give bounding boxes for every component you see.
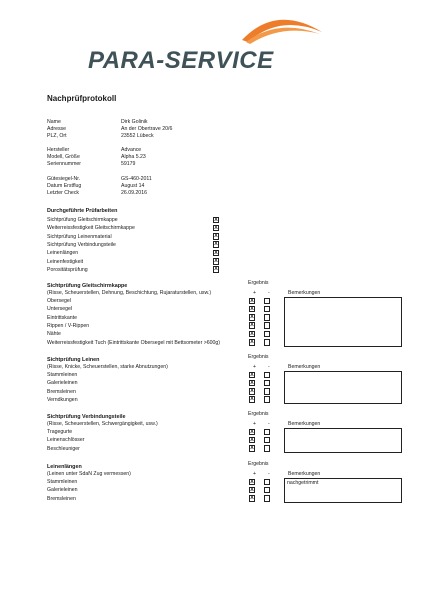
- check-item-label: Tragegurte: [47, 429, 73, 435]
- performed-checkbox[interactable]: X: [214, 266, 218, 273]
- minus-checkbox[interactable]: [264, 331, 270, 338]
- remarks-header: Bemerkungen: [288, 421, 321, 427]
- check-item-label: Stammleinen: [47, 479, 78, 485]
- performed-checkbox[interactable]: X: [214, 249, 218, 256]
- minus-checkbox[interactable]: [264, 487, 270, 494]
- plus-header: +: [253, 421, 257, 427]
- info-label: Name: [47, 119, 61, 125]
- info-label: Datum Erstflug: [47, 183, 82, 189]
- performed-item-label: Leinenlängen: [47, 250, 79, 257]
- plus-checkbox[interactable]: X: [250, 330, 254, 337]
- plus-checkbox[interactable]: X: [250, 297, 254, 304]
- minus-header: -: [268, 421, 270, 427]
- info-label: Adresse: [47, 126, 67, 132]
- check-item-label: Untersegel: [47, 306, 73, 313]
- check-item-label: Weiterreissfestigkeit Tuch (Eintrittskante Obersegel mit Bettsometer >600g): [47, 339, 221, 346]
- check-item-label: Bremsleinen: [47, 388, 76, 395]
- info-value: Advance: [121, 147, 142, 153]
- performed-item-label: Porositätsprüfung: [47, 266, 88, 273]
- info-label: Letzter Check: [47, 190, 80, 196]
- info-value: 59179: [121, 161, 136, 167]
- plus-checkbox[interactable]: X: [250, 428, 254, 435]
- performed-item-label: Sichtprüfung Leinenmaterial: [47, 233, 112, 240]
- check-item-label: Bremsleinen: [47, 495, 76, 502]
- check-item-label: Nähte: [47, 331, 61, 338]
- info-value: GS-460-2011: [121, 176, 152, 182]
- remarks-box[interactable]: [284, 428, 402, 453]
- plus-checkbox[interactable]: X: [250, 339, 254, 345]
- remarks-header: Bemerkungen: [288, 290, 321, 296]
- performed-checkbox[interactable]: X: [214, 216, 218, 223]
- minus-header: -: [268, 364, 270, 370]
- section-title: Sichtprüfung Leinen: [47, 357, 100, 363]
- check-item-label: Eintrittskante: [47, 314, 77, 321]
- plus-checkbox[interactable]: X: [250, 305, 254, 312]
- info-label: Modell, Größe: [47, 154, 80, 160]
- check-item-label: Leinenschlösser: [47, 437, 85, 444]
- plus-checkbox[interactable]: X: [250, 371, 254, 378]
- section-subtitle: (Risse, Scheuerstellen, Schwergängigkeit, usw.): [47, 421, 158, 427]
- performed-item-label: Sichtprüfung Gleitschirmkappe: [47, 217, 118, 223]
- remarks-box[interactable]: [284, 478, 402, 503]
- performed-section-title: Durchgeführte Prüfarbeiten: [47, 208, 118, 214]
- performed-checkbox[interactable]: X: [214, 224, 218, 231]
- section-title: Sichtprüfung Verbindungsteile: [47, 414, 126, 420]
- section-title: Sichtprüfung Gleitschirmkappe: [47, 283, 128, 289]
- plus-checkbox[interactable]: X: [250, 495, 254, 502]
- minus-checkbox[interactable]: [264, 388, 270, 395]
- minus-checkbox[interactable]: [264, 396, 270, 403]
- minus-checkbox[interactable]: [264, 314, 270, 321]
- minus-checkbox[interactable]: [264, 339, 270, 346]
- minus-checkbox[interactable]: [264, 429, 270, 436]
- info-value: Dirk Golinik: [121, 119, 148, 125]
- remarks-text: nachgetrimmt: [287, 480, 319, 486]
- info-label: Gütesiegel-Nr.: [47, 176, 81, 182]
- minus-header: -: [268, 471, 270, 477]
- remarks-header: Bemerkungen: [288, 471, 321, 477]
- plus-checkbox[interactable]: X: [250, 379, 254, 386]
- ergebnis-label: Ergebnis: [248, 354, 269, 360]
- performed-checkbox[interactable]: X: [214, 258, 218, 264]
- info-value: An der Obertrave 20/6: [121, 126, 173, 132]
- ergebnis-label: Ergebnis: [248, 280, 269, 286]
- plus-checkbox[interactable]: X: [250, 486, 254, 493]
- minus-checkbox[interactable]: [264, 495, 270, 502]
- minus-checkbox[interactable]: [264, 322, 270, 329]
- minus-checkbox[interactable]: [264, 306, 270, 313]
- performed-checkbox[interactable]: X: [214, 233, 218, 240]
- performed-checkbox[interactable]: X: [214, 241, 218, 248]
- minus-checkbox[interactable]: [264, 380, 270, 387]
- page-title: Nachprüfprotokoll: [47, 94, 117, 103]
- plus-checkbox[interactable]: X: [250, 396, 254, 403]
- info-value: August 14: [121, 183, 145, 189]
- info-label: PLZ, Ort: [47, 133, 67, 139]
- info-label: Hersteller: [47, 147, 70, 153]
- check-item-label: Beschleuniger: [47, 445, 80, 452]
- minus-header: -: [268, 290, 270, 296]
- check-item-label: Stammleinen: [47, 372, 78, 378]
- check-item-label: Galerieleinen: [47, 487, 78, 494]
- plus-checkbox[interactable]: X: [250, 478, 254, 485]
- performed-item-label: Leinenfestigkeit: [47, 258, 84, 265]
- ergebnis-label: Ergebnis: [248, 411, 269, 417]
- info-value: Alpha 5.23: [121, 154, 146, 160]
- check-item-label: Verndkungen: [47, 396, 78, 403]
- plus-checkbox[interactable]: X: [250, 388, 254, 395]
- plus-checkbox[interactable]: X: [250, 436, 254, 443]
- check-item-label: Rippen / V-Rippen: [47, 322, 90, 329]
- plus-checkbox[interactable]: X: [250, 314, 254, 321]
- ergebnis-label: Ergebnis: [248, 461, 269, 467]
- performed-item-label: Sichtprüfung Verbindungsteile: [47, 241, 116, 248]
- minus-checkbox[interactable]: [264, 437, 270, 444]
- company-logo: PARA-SERVICE: [88, 47, 274, 74]
- plus-header: +: [253, 364, 257, 370]
- check-item-label: Galerieleinen: [47, 380, 78, 387]
- plus-checkbox[interactable]: X: [250, 445, 254, 452]
- performed-item-label: Weiterreissfestigkeit Gleitschirmkappe: [47, 225, 135, 232]
- section-subtitle: (Leinen unter SdaN Zug vermessen): [47, 471, 131, 477]
- info-label: Seriennummer: [47, 161, 82, 167]
- minus-checkbox[interactable]: [264, 445, 270, 452]
- section-subtitle: (Risse, Scheuerstellen, Dehnung, Beschichtung, Rujaraturstellen, usw.): [47, 290, 212, 296]
- info-value: 23552 Lübeck: [121, 133, 154, 139]
- check-item-label: Obersegel: [47, 298, 71, 304]
- plus-header: +: [253, 471, 257, 477]
- paraglider-logo-icon: [236, 10, 326, 50]
- section-title: Leinenlängen: [47, 464, 82, 470]
- plus-header: +: [253, 290, 257, 296]
- remarks-box[interactable]: [284, 297, 402, 347]
- section-subtitle: (Risse, Knicke, Scheuerstellen, starke Abnutzungen): [47, 364, 168, 370]
- plus-checkbox[interactable]: X: [250, 322, 254, 329]
- remarks-box[interactable]: [284, 371, 402, 404]
- remarks-header: Bemerkungen: [288, 364, 321, 370]
- minus-checkbox[interactable]: [264, 479, 270, 486]
- info-value: 26.09.2016: [121, 190, 147, 196]
- minus-checkbox[interactable]: [264, 372, 270, 379]
- minus-checkbox[interactable]: [264, 298, 270, 305]
